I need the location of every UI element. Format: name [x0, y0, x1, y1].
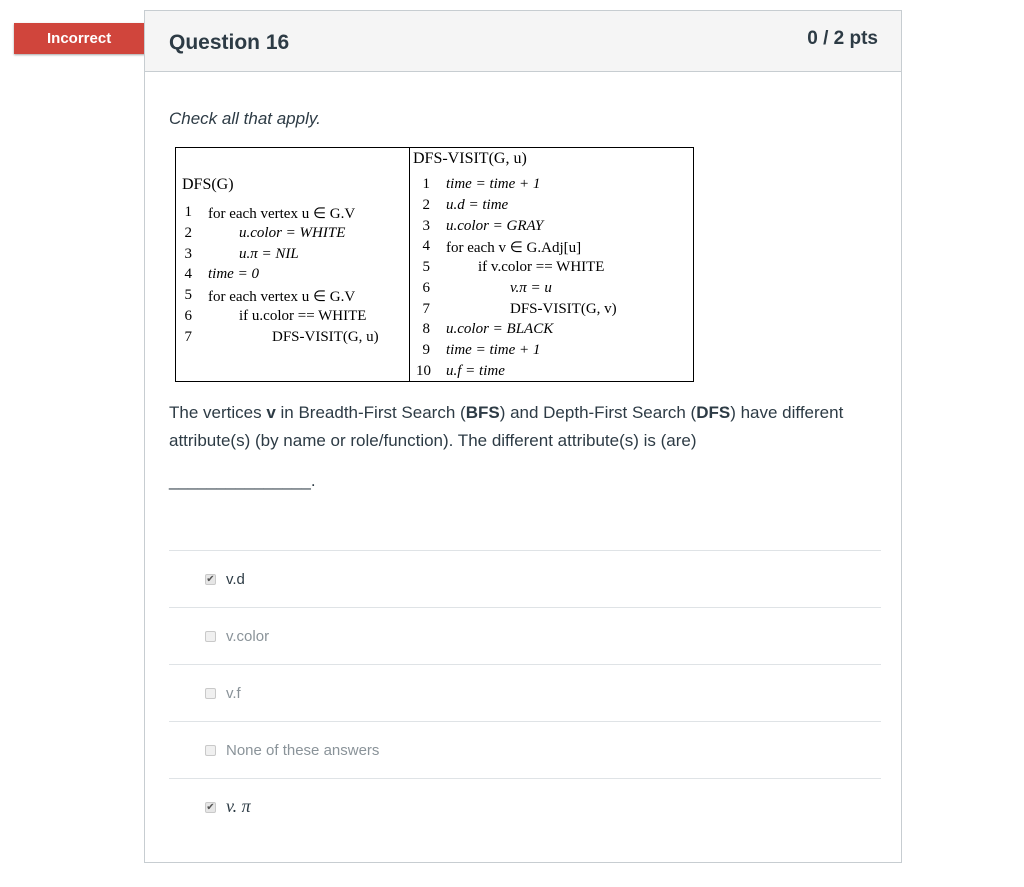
dfs-line-text: for each vertex u ∈ G.V — [208, 289, 356, 305]
dfs-line-number: 6 — [184, 308, 192, 324]
question-header — [145, 11, 901, 72]
visit-line-number: 10 — [416, 363, 431, 379]
dfs-line-number: 2 — [184, 225, 192, 241]
answer-label: v.f — [226, 685, 241, 702]
question-instruction: Check all that apply. — [169, 109, 321, 128]
checkbox[interactable] — [205, 688, 216, 699]
visit-line-text: u.color = GRAY — [446, 218, 544, 234]
visit-line-number: 4 — [422, 238, 430, 254]
visit-line-number: 5 — [422, 259, 430, 275]
answer-option[interactable] — [169, 778, 881, 835]
question-card — [144, 10, 902, 863]
dfs-line-text: DFS-VISIT(G, u) — [272, 329, 379, 345]
dfs-line-number: 4 — [184, 266, 192, 282]
question-title: Question 16 — [169, 31, 290, 54]
checkbox-checked[interactable]: ✔ — [206, 802, 215, 813]
dfs-line-number: 1 — [184, 204, 192, 220]
answer-blank: _______________. — [169, 471, 316, 490]
answer-list — [169, 550, 881, 835]
visit-line-number: 9 — [422, 342, 430, 358]
visit-line-text: u.f = time — [446, 363, 505, 379]
dfs-line-text: for each vertex u ∈ G.V — [208, 206, 356, 222]
visit-line-number: 3 — [422, 218, 430, 234]
visit-line-number: 6 — [422, 280, 430, 296]
status-badge-label: Incorrect — [47, 30, 112, 47]
answer-option[interactable] — [169, 664, 881, 721]
dfs-line-text: if u.color == WHITE — [239, 308, 367, 324]
checkbox[interactable] — [205, 745, 216, 756]
question-text-emphasis: v — [266, 403, 276, 422]
answer-option[interactable] — [169, 550, 881, 607]
question-text-part: The vertices — [169, 403, 267, 422]
visit-line-text: time = time + 1 — [446, 176, 541, 192]
question-text-emphasis: BFS — [465, 403, 500, 422]
question-points: 0 / 2 pts — [807, 28, 878, 49]
dfs-line-text: time = 0 — [208, 266, 259, 282]
answer-label: v.color — [226, 628, 270, 645]
answer-label: v. π — [226, 796, 251, 816]
dfs-header: DFS(G) — [182, 176, 234, 193]
question-text — [169, 399, 859, 455]
visit-line-text: if v.color == WHITE — [478, 259, 605, 275]
checkbox-checked[interactable]: ✔ — [206, 574, 215, 585]
answer-label: None of these answers — [226, 742, 380, 759]
visit-line-text: u.color = BLACK — [446, 321, 554, 337]
answer-option[interactable] — [169, 721, 881, 778]
status-badge — [14, 23, 146, 54]
dfs-line-number: 5 — [184, 287, 192, 303]
question-text-emphasis: DFS — [696, 403, 731, 422]
checkbox[interactable] — [205, 631, 216, 642]
visit-line-text: DFS-VISIT(G, v) — [510, 301, 617, 317]
visit-line-number: 1 — [422, 176, 430, 192]
visit-line-text: v.π = u — [510, 280, 552, 296]
answer-label: v.d — [226, 571, 245, 588]
algorithm-divider — [409, 148, 410, 381]
question-text-part: ) and Depth-First Search ( — [499, 403, 697, 422]
dfs-line-text: u.color = WHITE — [239, 225, 346, 241]
algorithm-figure — [175, 147, 694, 382]
visit-line-number: 2 — [422, 197, 430, 213]
dfs-line-number: 7 — [184, 329, 192, 345]
visit-line-number: 7 — [422, 301, 430, 317]
visit-line-text: u.d = time — [446, 197, 509, 213]
dfs-line-text: u.π = NIL — [239, 246, 299, 262]
question-text-part: ) have different attribute(s) (by name or role/function). The different attribute(s) is (are) — [169, 403, 844, 450]
answer-option[interactable] — [169, 607, 881, 664]
question-text-part: in Breadth-First Search ( — [275, 403, 466, 422]
visit-line-text: time = time + 1 — [446, 342, 541, 358]
dfs-line-number: 3 — [184, 246, 192, 262]
visit-line-text: for each v ∈ G.Adj[u] — [446, 240, 582, 256]
dfs-visit-header: DFS-VISIT(G, u) — [413, 150, 527, 167]
visit-line-number: 8 — [422, 321, 430, 337]
